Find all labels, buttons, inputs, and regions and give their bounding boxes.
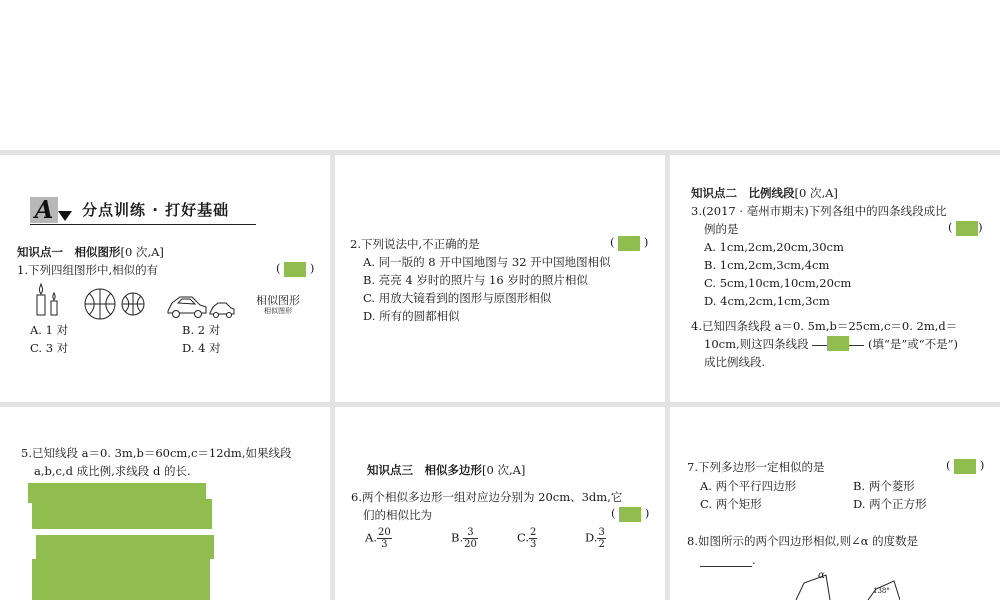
q3-answer-paren: ( )	[948, 220, 983, 234]
q2-answer-box	[618, 236, 640, 251]
candles-figure	[34, 283, 60, 317]
basketballs-figure	[84, 288, 150, 322]
q7-option-b: B. 两个菱形	[853, 479, 915, 493]
q8-line-2: .	[700, 552, 756, 568]
q5-answer-mask-2	[32, 499, 212, 529]
q7-option-c: C. 两个矩形	[700, 497, 762, 511]
q2-option-d: D. 所有的圆都相似	[363, 309, 460, 323]
q1-figure-caption-small: 相似图形	[264, 307, 292, 315]
q1-answer-box	[284, 262, 306, 277]
panel-q2	[335, 155, 665, 402]
knowledge-point-1-title: 知识点一 相似图形[0 次,A]	[17, 245, 164, 259]
q6-option-b: B. $\frac{3}{20}$	[451, 527, 477, 550]
knowledge-point-3-title: 知识点三 相似多边形[0 次,A]	[367, 463, 526, 477]
triangle-marker-icon	[58, 211, 72, 221]
q5-answer-mask-4	[32, 559, 210, 600]
q6-answer-box	[619, 507, 641, 522]
q2-option-b: B. 亮亮 4 岁时的照片与 16 岁时的照片相似	[363, 273, 588, 287]
panel-q5	[0, 407, 330, 600]
section-a-title: 分点训练 · 打好基础	[82, 201, 230, 219]
q6-option-d: D. $\frac{3}{2}$	[585, 527, 605, 550]
q7-answer-box	[954, 459, 976, 474]
q2-option-a: A. 同一版的 8 开中国地图与 32 开中国地图相似	[363, 255, 611, 269]
q3-option-d: D. 4cm,2cm,1cm,3cm	[704, 294, 830, 308]
q7-option-a: A. 两个平行四边形	[700, 479, 797, 493]
section-a-letter: A	[30, 197, 58, 223]
section-a-header	[30, 197, 256, 225]
q1-option-b: B. 2 对	[182, 323, 221, 337]
q8-quadrilaterals-figure	[790, 571, 900, 600]
q6-line-2: 们的相似比为	[363, 508, 432, 522]
panel-q7-q8	[670, 407, 1000, 600]
q2-stem: 2.下列说法中,不正确的是	[350, 237, 480, 251]
panel-q1	[0, 155, 330, 402]
q1-option-a: A. 1 对	[30, 323, 69, 337]
q4-line-3: 成比例线段.	[704, 355, 766, 369]
q4-answer-blank	[812, 345, 864, 346]
panel-q6	[335, 407, 665, 600]
q8-answer-blank	[700, 555, 752, 567]
q8-angle-label: 138°	[873, 587, 890, 595]
q3-option-c: C. 5cm,10cm,10cm,20cm	[704, 276, 852, 290]
q6-option-c: C. $\frac{2}{3}$	[517, 527, 537, 550]
top-blank-area	[0, 0, 1000, 150]
q3-answer-box	[956, 221, 978, 236]
q5-line-2: a,b,c,d 成比例,求线段 d 的长.	[34, 464, 191, 478]
q8-line-1: 8.如图所示的两个四边形相似,则∠α 的度数是	[687, 534, 919, 548]
q3-stem-line-1: 3.(2017 · 亳州市期末)下列各组中的四条线段成比	[691, 204, 947, 218]
q4-line-1: 4.已知四条线段 a＝0. 5m,b＝25cm,c＝0. 2m,d＝	[691, 319, 958, 333]
q3-option-b: B. 1cm,2cm,3cm,4cm	[704, 258, 830, 272]
q2-answer-paren: ( )	[610, 235, 649, 249]
q6-answer-paren: ( )	[611, 506, 650, 520]
cars-figure	[166, 293, 236, 321]
q2-option-c: C. 用放大镜看到的图形与原图形相似	[363, 291, 552, 305]
q5-answer-mask-3	[36, 535, 214, 559]
q1-stem: 1.下列四组图形中,相似的有	[17, 263, 159, 277]
q1-option-c: C. 3 对	[30, 341, 69, 355]
q7-option-d: D. 两个正方形	[853, 497, 927, 511]
q1-figure-caption: 相似图形	[256, 294, 300, 307]
q5-line-1: 5.已知线段 a＝0. 3m,b＝60cm,c＝12dm,如果线段	[21, 446, 292, 460]
q7-stem: 7.下列多边形一定相似的是	[687, 460, 825, 474]
q4-line-2: 10cm,则这四条线段 (填“是”或“不是”)	[704, 337, 958, 351]
knowledge-point-2-title: 知识点二 比例线段[0 次,A]	[691, 186, 838, 200]
worksheet-grid	[0, 150, 1000, 600]
q1-option-d: D. 4 对	[182, 341, 221, 355]
q6-line-1: 6.两个相似多边形一组对应边分别为 20cm、3dm,它	[351, 490, 623, 504]
q6-option-a: A. $\frac{20}{3}$	[365, 527, 391, 550]
q3-stem-line-2: 例的是	[704, 222, 739, 236]
panel-q3-q4	[670, 155, 1000, 402]
q1-answer-paren: ( )	[276, 261, 315, 275]
q7-answer-paren: ( )	[946, 458, 985, 472]
q8-alpha-label: α	[818, 570, 825, 581]
q3-option-a: A. 1cm,2cm,20cm,30cm	[704, 240, 844, 254]
